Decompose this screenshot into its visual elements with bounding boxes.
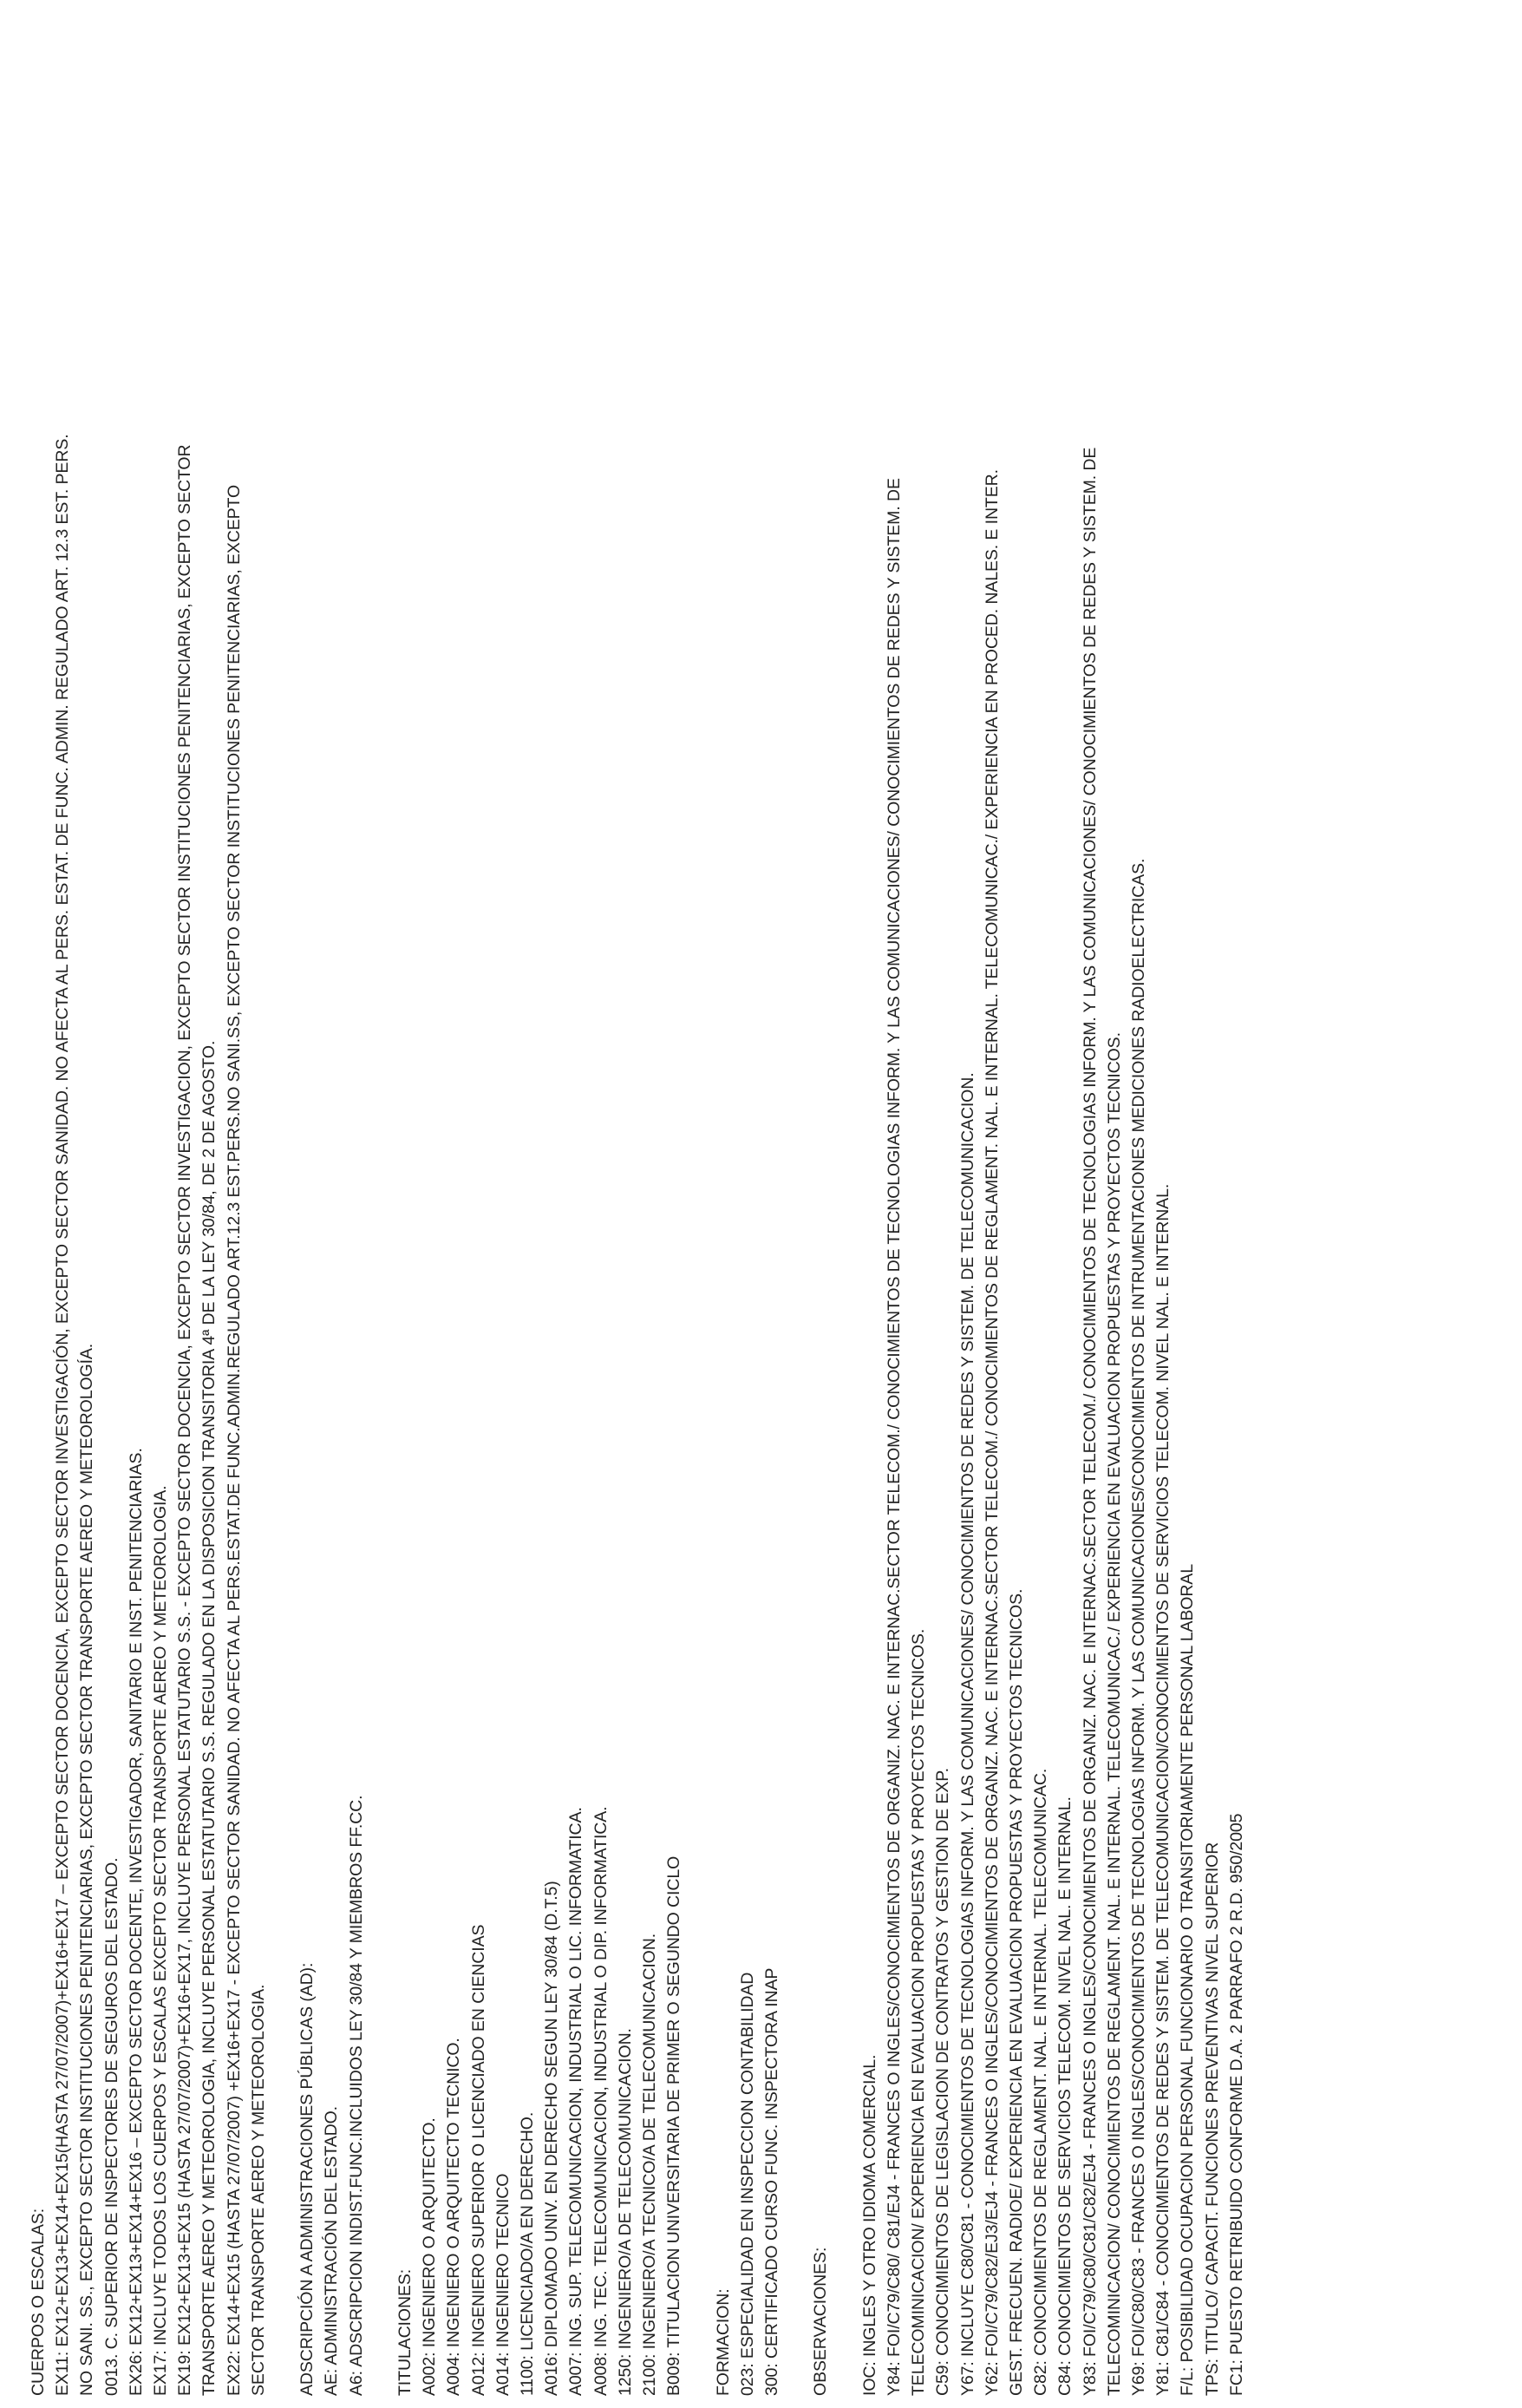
section-heading: TITULACIONES: [395, 2268, 415, 2396]
text-line: A012: INGENIERO SUPERIOR O LICENCIADO EN CIENCIAS [468, 1924, 488, 2396]
text-line: A016: DIPLOMADO UNIV. EN DERECHO SEGUN LEY 30/84 (D.T.5) [542, 1881, 562, 2396]
text-line: A007: ING. SUP. TELECOMUNICACION, INDUSTRIAL O LIC. INFORMATICA. [566, 1807, 586, 2396]
section-observaciones [808, 26, 1249, 2396]
text-line: C84: CONOCIMIENTOS DE SERVICIOS TELECOM. NIVEL NAL. E INTERNAL. [1055, 1796, 1075, 2396]
text-line: TELECOMINICACION/ EXPERIENCIA EN EVALUACION PROPUESTAS Y PROYECTOS TECNICOS. [909, 1628, 929, 2396]
section-heading: OBSERVACIONES: [811, 2247, 831, 2396]
text-line: EX17: INCLUYE TODOS LOS CUERPOS Y ESCALAS EXCEPTO SECTOR TRANSPORTE AEREO Y METEOROLOGIA. [151, 1485, 171, 2396]
section-formacion [711, 26, 785, 2396]
text-line: EX19: EX12+EX13+EX15 (HASTA 27/07/2007)+EX16+EX17, INCLUYE PERSONAL ESTATUTARIO S.S. - EXCEPTO SECTOR DOCENCIA, EXCEPTO SECTOR INVESTIGACION, EXCEPTO SECTOR INSTITUCIONES PENITENCIARIAS, EXCEPTO SECTOR [175, 444, 195, 2396]
section-heading: CUERPOS O ESCALAS: [29, 2208, 48, 2396]
section-heading: FORMACION: [713, 2288, 733, 2396]
text-line: 300: CERTIFICADO CURSO FUNC. INSPECTORA INAP [762, 1967, 782, 2396]
text-line: Y69: FOI/C80/C83 - FRANCES O INGLES/CONOCIMIENTOS DE TECNOLOGIAS INFORM. Y LAS COMUNICACIONES/CONOCIMIENTOS DE INTRUMENTACIONES MEDICIONES RADIOELECTRICAS. [1129, 858, 1149, 2396]
text-line: IOC: INGLES Y OTRO IDIOMA COMERCIAL. [859, 2054, 879, 2396]
text-line: A008: ING. TEC. TELECOMUNICACION, INDUSTRIAL O DIP. INFORMATICA. [591, 1806, 611, 2396]
text-line: C82: CONOCIMIENTOS DE REGLAMENT. NAL. E INTERNAL. TELECOMUNICAC. [1031, 1768, 1051, 2396]
section-titulaciones [393, 26, 686, 2396]
section-adscripcion [295, 26, 369, 2396]
text-line: EX26: EX12+EX13+EX14+EX16 – EXCEPTO SECTOR DOCENTE, INVESTIGADOR, SANITARIO E INST. PENITENCIARIAS. [126, 1448, 146, 2396]
document-body [26, 26, 1249, 2396]
spacer [784, 26, 808, 2396]
text-line: B009: TITULACION UNIVERSITARIA DE PRIMER O SEGUNDO CICLO [664, 1855, 684, 2396]
text-line: GEST. FRECUEN. RADIOE/ EXPERIENCIA EN EVALUACION PROPUESTAS Y PROYECTOS TECNICOS. [1007, 1588, 1027, 2396]
text-line: TPS: TITULO/ CAPACIT. FUNCIONES PREVENTIVAS NIVEL SUPERIOR [1202, 1842, 1222, 2396]
section-cuerpos [26, 26, 271, 2396]
text-line: 1100: LICENCIADO/A EN DERECHO. [518, 2111, 538, 2396]
text-line: A6: ADSCRIPCION INDIST.FUNC.INCLUIDOS LEY 30/84 Y MIEMBROS FF.CC. [346, 1795, 366, 2396]
text-line: A004: INGENIERO O ARQUITECTO TECNICO. [444, 2038, 464, 2396]
text-line: 2100: INGENIERO/A TECNICO/A DE TELECOMUNICACION. [640, 1933, 660, 2396]
text-line: FC1: PUESTO RETRIBUIDO CONFORME D.A. 2 PARRAFO 2 R.D. 950/2005 [1226, 1813, 1246, 2396]
text-line: NO SANI. SS., EXCEPTO SECTOR INSTITUCIONES PENITENCIARIAS, EXCEPTO SECTOR TRANSPORTE AEREO Y METEOROLOGÍA. [77, 1343, 97, 2396]
text-line: Y62: FOI/C79/C82/EJ3/EJ4 - FRANCES O INGLES/CONOCIMIENTOS DE ORGANIZ. NAC. E INTERNAC.SECTOR TELECOM./ CONOCIMIENTOS DE REGLAMENT. NAL. E INTERNAL. TELECOMUNICAC./ EXPERIENCIA EN PROCED. NALES. E INTER. [982, 469, 1002, 2396]
text-line: Y67: INCLUYE C80/C81 - CONOCIMIENTOS DE TECNOLOGIAS INFORM. Y LAS COMUNICACIONES/ CONOCIMIENTOS DE REDES Y SISTEM. DE TELECOMUNICACION. [957, 1072, 977, 2396]
section-heading: ADSCRIPCIÓN A ADMINISTRACIONES PÚBLICAS (AD): [297, 1962, 317, 2396]
text-line: EX22: EX14+EX15 (HASTA 27/07/2007) +EX16+EX17 - EXCEPTO SECTOR SANIDAD. NO AFECTA AL PERS.ESTAT.DE FUNC.ADMIN.REGULADO ART.12.3 EST.PERS.NO SANI.SS, EXCEPTO SECTOR INSTITUCIONES PENITENCIARIAS, EXCEPTO [224, 484, 244, 2396]
text-line: SECTOR TRANSPORTE AEREO Y METEOROLOGIA. [248, 1984, 268, 2396]
text-line: Y81: C81/C84 - CONOCIMIENTOS DE REDES Y SISTEM. DE TELECOMUNICACION/CONOCIMIENTOS DE SERVICIOS TELECOM. NIVEL NAL. E INTERNAL. [1153, 1183, 1173, 2396]
text-line: 0013. C. SUPERIOR DE INSPECTORES DE SEGUROS DEL ESTADO. [101, 1857, 121, 2396]
text-line: C59: CONOCIMIENTOS DE LEGISLACION DE CONTRATOS Y GESTION DE EXP. [933, 1768, 953, 2396]
text-line: Y84: FOI/C79/C80/ C81/EJ4 - FRANCES O INGLES/CONOCIMIENTOS DE ORGANIZ. NAC. E INTERNAC.SECTOR TELECOM./ CONOCIMIENTOS DE TECNOLOGIAS INFORM. Y LAS COMUNICACIONES/ CONOCIMIENTOS DE REDES Y SISTEM. DE [885, 478, 905, 2396]
text-line: A014: INGENIERO TECNICO [493, 2173, 513, 2396]
text-line: AE: ADMINISTRACIÓN DEL ESTADO. [322, 2106, 342, 2396]
spacer [833, 26, 858, 2396]
text-line: 1250: INGENIERO/A DE TELECOMUNICACION. [615, 2028, 635, 2396]
text-line: TELECOMINICACION/ CONOCIMIENTOS DE REGLAMENT. NAL. E INTERNAL. TELECOMUNICAC./ EXPERIENCIA EN EVALUACION PROPUESTAS Y PROYECTOS TECNICOS. [1104, 1032, 1124, 2396]
spacer [369, 26, 393, 2396]
spacer [271, 26, 295, 2396]
text-line: TRANSPORTE AEREO Y METEOROLOGIA, INCLUYE PERSONAL ESTATUTARIO S.S. REGULADO EN LA DISPOSICION TRANSITORIA 4ª DE LA LEY 30/84, DE 2 DE AGOSTO. [199, 1040, 219, 2396]
text-line: EX11: EX12+EX13+EX14+EX15(HASTA 27/07/2007)+EX16+EX17 – EXCEPTO SECTOR DOCENCIA, EXCEPTO SECTOR INVESTIGACIÓN, EXCEPTO SECTOR SANIDAD. NO AFECTA AL PERS. ESTAT. DE FUNC. ADMIN. REGULADO ART. 12.3 EST. PERS. [53, 434, 73, 2396]
text-line: F/L: POSIBILIDAD OCUPACION PERSONAL FUNCIONARIO O TRANSITORIAMENTE PERSONAL LABORAL [1178, 1564, 1198, 2396]
text-line: 023: ESPECIALIDAD EN INSPECCION CONTABILIDAD [737, 1972, 757, 2396]
text-line: A002: INGENIERO O ARQUITECTO. [420, 2117, 440, 2396]
text-line: Y83: FOI/C79/C80/C81/C82/EJ4 - FRANCES O INGLES/CONOCIMIENTOS DE ORGANIZ. NAC. E INTERNAC.SECTOR TELECOM./ CONOCIMIENTOS DE TECNOLOGIAS INFORM. Y LAS COMUNICACIONES/ CONOCIMIENTOS DE REDES Y SISTEM. DE [1080, 447, 1100, 2396]
spacer [686, 26, 710, 2396]
